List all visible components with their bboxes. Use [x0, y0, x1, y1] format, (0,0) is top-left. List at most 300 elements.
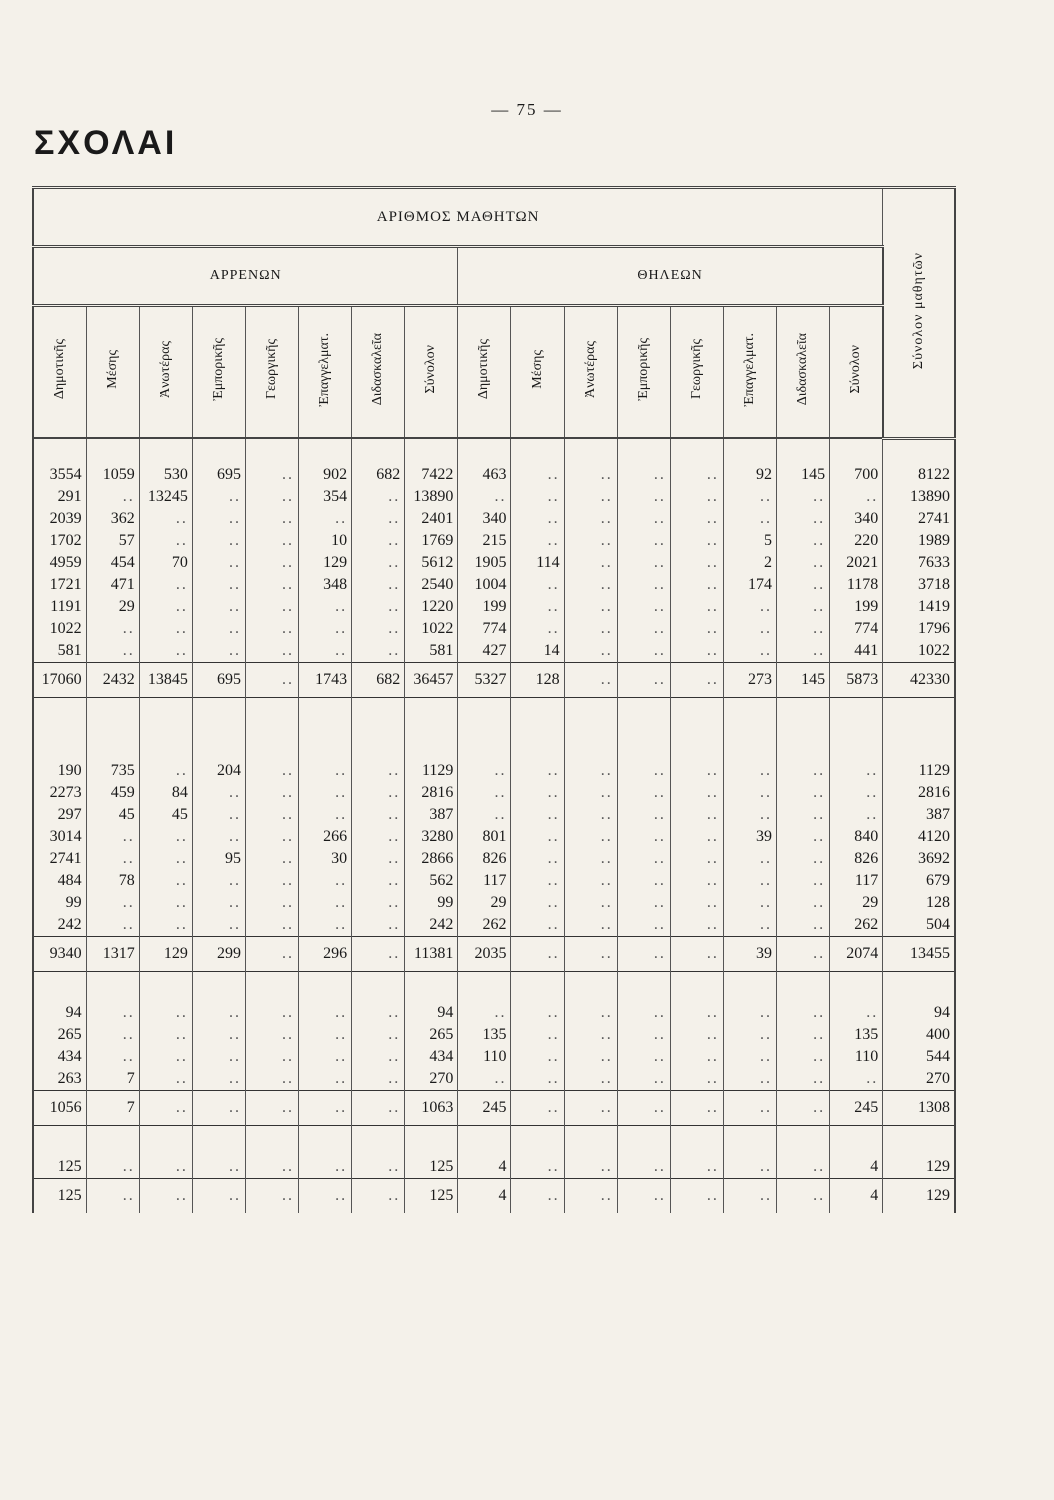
table-cell: ..: [299, 508, 352, 530]
spacer-cell: [352, 1125, 405, 1156]
table-cell: ..: [670, 486, 723, 508]
spacer-cell: [245, 438, 298, 464]
table-cell: 1702: [33, 530, 86, 552]
table-cell: 682: [352, 464, 405, 486]
spacer-cell: [670, 697, 723, 760]
spacer-cell: [245, 697, 298, 760]
spacer-cell: [511, 438, 564, 464]
table-cell: ..: [299, 640, 352, 663]
table-cell: 2021: [830, 552, 883, 574]
spacer-cell: [245, 1125, 298, 1156]
grand-total-cell: 4120: [883, 826, 955, 848]
table-cell: ..: [670, 1068, 723, 1091]
table-cell: 5327: [458, 662, 511, 697]
table-cell: 39: [723, 936, 776, 971]
spacer-cell: [830, 971, 883, 1002]
spacer-cell: [139, 1125, 192, 1156]
table-cell: ..: [139, 1002, 192, 1024]
table-cell: 2866: [405, 848, 458, 870]
spacer-cell: [405, 971, 458, 1002]
spacer-cell: [564, 438, 617, 464]
table-cell: ..: [299, 1090, 352, 1125]
header-main: ΑΡΙΘΜΟΣ ΜΑΘΗΤΩΝ: [33, 188, 883, 247]
table-cell: ..: [617, 936, 670, 971]
table-cell: ..: [564, 892, 617, 914]
table-cell: ..: [192, 826, 245, 848]
table-cell: 826: [830, 848, 883, 870]
table-cell: ..: [670, 640, 723, 663]
spacer-cell: [830, 438, 883, 464]
table-cell: 204: [192, 760, 245, 782]
table-cell: ..: [511, 486, 564, 508]
table-cell: ..: [723, 782, 776, 804]
table-cell: 262: [830, 914, 883, 937]
table-cell: ..: [139, 1024, 192, 1046]
spacer-cell: [245, 971, 298, 1002]
table-cell: ..: [511, 508, 564, 530]
table-cell: ..: [245, 760, 298, 782]
column-header-girls-3: [617, 306, 670, 439]
table-row: [33, 1156, 955, 1179]
table-cell: 459: [86, 782, 139, 804]
spacer-cell: [617, 697, 670, 760]
table-cell: ..: [564, 1046, 617, 1068]
section-title: ΣΧΟΛΑΙ: [34, 124, 178, 162]
spacer-cell: [192, 438, 245, 464]
table-cell: ..: [777, 914, 830, 937]
grand-total-cell: 270: [883, 1068, 955, 1091]
table-cell: ..: [352, 914, 405, 937]
table-cell: ..: [723, 760, 776, 782]
grand-total-cell: 13455: [883, 936, 955, 971]
header-girls: ΘΗΛΕΩΝ: [458, 247, 883, 306]
table-cell: 581: [33, 640, 86, 663]
table-cell: 340: [458, 508, 511, 530]
table-cell: ..: [564, 530, 617, 552]
table-cell: 1059: [86, 464, 139, 486]
table-cell: ..: [511, 530, 564, 552]
spacer-cell: [670, 1125, 723, 1156]
grand-total-cell: 128: [883, 892, 955, 914]
table-cell: ..: [245, 1024, 298, 1046]
table-cell: ..: [777, 804, 830, 826]
table-cell: ..: [777, 826, 830, 848]
table-cell: ..: [352, 1068, 405, 1091]
table-cell: 1063: [405, 1090, 458, 1125]
table-row: [33, 1046, 955, 1068]
table-cell: 57: [86, 530, 139, 552]
table-cell: ..: [352, 760, 405, 782]
table-cell: 2074: [830, 936, 883, 971]
table-cell: ..: [670, 892, 723, 914]
table-cell: 2401: [405, 508, 458, 530]
table-cell: ..: [511, 574, 564, 596]
table-cell: 129: [139, 936, 192, 971]
table-cell: 774: [458, 618, 511, 640]
table-row: [33, 552, 955, 574]
table-cell: 30: [299, 848, 352, 870]
column-header-label: Ἐπαγγελματ.: [317, 332, 333, 407]
spacer-cell: [511, 697, 564, 760]
table-cell: ..: [299, 618, 352, 640]
table-cell: ..: [723, 914, 776, 937]
table-cell: ..: [299, 1068, 352, 1091]
table-cell: ..: [245, 596, 298, 618]
table-cell: ..: [830, 760, 883, 782]
table-cell: ..: [670, 1002, 723, 1024]
table-cell: ..: [511, 1002, 564, 1024]
column-header-label: Δημοτικῆς: [476, 339, 492, 400]
table-header: [33, 188, 955, 439]
table-cell: 92: [723, 464, 776, 486]
table-cell: ..: [299, 804, 352, 826]
table-cell: ..: [299, 596, 352, 618]
table-cell: ..: [723, 618, 776, 640]
table-cell: ..: [564, 552, 617, 574]
table-cell: ..: [617, 914, 670, 937]
table-cell: ..: [723, 640, 776, 663]
table-cell: 125: [33, 1156, 86, 1179]
column-header-girls-1: [511, 306, 564, 439]
table-cell: ..: [617, 1178, 670, 1213]
spacer-cell: [670, 971, 723, 1002]
column-header-label: Σύνολον: [847, 345, 863, 394]
table-cell: ..: [723, 1156, 776, 1179]
table-cell: ..: [245, 848, 298, 870]
table-cell: ..: [299, 1024, 352, 1046]
table-cell: 7422: [405, 464, 458, 486]
table-cell: 78: [86, 870, 139, 892]
table-cell: ..: [352, 1090, 405, 1125]
table-cell: ..: [299, 1178, 352, 1213]
table-row: [33, 464, 955, 486]
table-cell: 273: [723, 662, 776, 697]
table-cell: 1191: [33, 596, 86, 618]
column-header-boys-1: [86, 306, 139, 439]
spacer-cell: [723, 438, 776, 464]
table-row: [33, 596, 955, 618]
table-cell: ..: [139, 826, 192, 848]
spacer-cell: [617, 971, 670, 1002]
spacer-cell: [564, 971, 617, 1002]
table-cell: ..: [670, 1090, 723, 1125]
table-cell: 215: [458, 530, 511, 552]
column-header-boys-7: [405, 306, 458, 439]
table-cell: ..: [192, 640, 245, 663]
table-cell: 4: [830, 1156, 883, 1179]
table-row: [33, 804, 955, 826]
table-cell: ..: [139, 892, 192, 914]
table-cell: ..: [617, 574, 670, 596]
header-grand-total: [883, 188, 955, 439]
table-cell: ..: [192, 1068, 245, 1091]
table-cell: ..: [245, 464, 298, 486]
table-cell: 2273: [33, 782, 86, 804]
table-cell: ..: [670, 464, 723, 486]
table-cell: ..: [617, 596, 670, 618]
grand-total-cell: 544: [883, 1046, 955, 1068]
table-cell: ..: [777, 1002, 830, 1024]
table-cell: 682: [352, 662, 405, 697]
table-cell: 1178: [830, 574, 883, 596]
table-cell: 110: [458, 1046, 511, 1068]
spacer-cell: [33, 1125, 86, 1156]
spacer-cell: [192, 1125, 245, 1156]
table-cell: ..: [139, 870, 192, 892]
spacer-cell: [617, 438, 670, 464]
table-cell: ..: [777, 596, 830, 618]
table-cell: ..: [352, 640, 405, 663]
table-cell: ..: [777, 552, 830, 574]
table-cell: ..: [777, 1178, 830, 1213]
table-cell: ..: [352, 1024, 405, 1046]
table-cell: ..: [511, 870, 564, 892]
table-cell: ..: [777, 530, 830, 552]
table-cell: ..: [86, 640, 139, 663]
table-cell: ..: [617, 1002, 670, 1024]
grand-total-cell: 1129: [883, 760, 955, 782]
grand-total-cell: 13890: [883, 486, 955, 508]
table-cell: 135: [830, 1024, 883, 1046]
table-cell: 94: [33, 1002, 86, 1024]
table-cell: ..: [564, 848, 617, 870]
table-cell: 1004: [458, 574, 511, 596]
table-cell: 99: [405, 892, 458, 914]
table-cell: 340: [830, 508, 883, 530]
table-cell: ..: [617, 848, 670, 870]
spacer-cell: [564, 1125, 617, 1156]
column-header-girls-6: [777, 306, 830, 439]
grand-total-cell: 1419: [883, 596, 955, 618]
spacer-cell: [723, 1125, 776, 1156]
column-header-girls-7: [830, 306, 883, 439]
table-cell: 296: [299, 936, 352, 971]
table-cell: ..: [245, 1002, 298, 1024]
table-row: [33, 1068, 955, 1091]
table-cell: ..: [830, 1002, 883, 1024]
table-cell: 265: [405, 1024, 458, 1046]
table-cell: ..: [192, 486, 245, 508]
column-header-label: Ἐπαγγελματ.: [741, 332, 757, 407]
table-cell: 2: [723, 552, 776, 574]
table-row: [33, 486, 955, 508]
table-cell: ..: [139, 1090, 192, 1125]
table-cell: 484: [33, 870, 86, 892]
table-row: [33, 870, 955, 892]
table-cell: ..: [777, 1024, 830, 1046]
spacer-cell: [777, 697, 830, 760]
table-cell: 110: [830, 1046, 883, 1068]
table-cell: ..: [511, 1046, 564, 1068]
table-cell: ..: [670, 596, 723, 618]
table-cell: 7: [86, 1090, 139, 1125]
table-cell: ..: [777, 870, 830, 892]
table-cell: ..: [670, 1178, 723, 1213]
table-cell: 434: [405, 1046, 458, 1068]
table-cell: 427: [458, 640, 511, 663]
table-cell: ..: [777, 892, 830, 914]
table-cell: ..: [723, 1046, 776, 1068]
table-cell: 695: [192, 662, 245, 697]
table-cell: ..: [86, 486, 139, 508]
table-cell: 354: [299, 486, 352, 508]
spacer-cell: [33, 697, 86, 760]
spacer-cell: [192, 971, 245, 1002]
spacer-cell: [883, 438, 955, 464]
spacer-cell: [33, 438, 86, 464]
table-cell: ..: [86, 1002, 139, 1024]
spacer-cell: [458, 438, 511, 464]
spacer-cell: [299, 971, 352, 1002]
table-cell: ..: [564, 1156, 617, 1179]
table-cell: ..: [458, 760, 511, 782]
table-cell: ..: [617, 486, 670, 508]
table-cell: 94: [405, 1002, 458, 1024]
table-cell: ..: [245, 804, 298, 826]
table-cell: ..: [564, 618, 617, 640]
table-cell: ..: [139, 760, 192, 782]
table-cell: ..: [777, 640, 830, 663]
table-cell: ..: [245, 662, 298, 697]
table-cell: ..: [511, 596, 564, 618]
table-cell: ..: [617, 530, 670, 552]
table-cell: 220: [830, 530, 883, 552]
table-cell: 1721: [33, 574, 86, 596]
table-cell: ..: [511, 1178, 564, 1213]
table-cell: ..: [723, 1024, 776, 1046]
table-top-spacer: [33, 438, 955, 464]
table-cell: 1743: [299, 662, 352, 697]
table-cell: ..: [139, 1068, 192, 1091]
table-cell: 362: [86, 508, 139, 530]
spacer-cell: [86, 1125, 139, 1156]
table-cell: 1220: [405, 596, 458, 618]
table-cell: ..: [617, 782, 670, 804]
table-cell: ..: [830, 486, 883, 508]
table-cell: ..: [617, 892, 670, 914]
grand-total-cell: 504: [883, 914, 955, 937]
table-cell: 135: [458, 1024, 511, 1046]
table-cell: ..: [777, 760, 830, 782]
spacer-cell: [405, 1125, 458, 1156]
table-cell: ..: [139, 1178, 192, 1213]
table-cell: 125: [405, 1178, 458, 1213]
table-cell: 387: [405, 804, 458, 826]
table-cell: 36457: [405, 662, 458, 697]
column-header-label: Ἀνωτέρας: [157, 340, 173, 399]
table-cell: ..: [670, 804, 723, 826]
table-cell: ..: [192, 1090, 245, 1125]
table-cell: ..: [139, 1156, 192, 1179]
table-cell: ..: [564, 640, 617, 663]
table-row: [33, 892, 955, 914]
column-header-boys-2: [139, 306, 192, 439]
table-cell: ..: [458, 486, 511, 508]
table-cell: ..: [352, 486, 405, 508]
table-cell: ..: [617, 1068, 670, 1091]
spacer-cell: [139, 971, 192, 1002]
table-cell: ..: [245, 1156, 298, 1179]
table-cell: 95: [192, 848, 245, 870]
table-cell: ..: [192, 530, 245, 552]
table-cell: 4: [458, 1156, 511, 1179]
table-cell: ..: [352, 574, 405, 596]
table-cell: ..: [564, 914, 617, 937]
table-cell: ..: [192, 1178, 245, 1213]
grand-total-cell: 3718: [883, 574, 955, 596]
page-number: — 75 —: [491, 100, 563, 119]
table-cell: 117: [458, 870, 511, 892]
spacer-cell: [139, 697, 192, 760]
column-header-row: [33, 306, 955, 439]
table-cell: ..: [723, 870, 776, 892]
column-header-label: Διδασκαλεῖα: [370, 333, 386, 406]
table-cell: ..: [511, 464, 564, 486]
column-header-label: Σύνολον: [423, 345, 439, 394]
table-cell: 245: [458, 1090, 511, 1125]
grand-total-cell: 400: [883, 1024, 955, 1046]
spacer-cell: [564, 697, 617, 760]
table-cell: ..: [830, 1068, 883, 1091]
table-row: [33, 1002, 955, 1024]
table-cell: 45: [86, 804, 139, 826]
table-cell: ..: [511, 826, 564, 848]
table-cell: ..: [299, 870, 352, 892]
table-cell: ..: [299, 760, 352, 782]
table-cell: ..: [564, 936, 617, 971]
spacer-cell: [299, 438, 352, 464]
table-cell: 562: [405, 870, 458, 892]
table-cell: ..: [617, 1024, 670, 1046]
table-cell: ..: [86, 826, 139, 848]
table-cell: ..: [670, 870, 723, 892]
table-cell: ..: [299, 1156, 352, 1179]
spacer-cell: [511, 1125, 564, 1156]
table-cell: ..: [777, 1156, 830, 1179]
table-cell: ..: [192, 1024, 245, 1046]
group-separator: [33, 1125, 955, 1156]
table-cell: 199: [458, 596, 511, 618]
table-cell: ..: [511, 1090, 564, 1125]
spacer-cell: [458, 697, 511, 760]
spacer-cell: [86, 438, 139, 464]
table-row: [33, 1024, 955, 1046]
table-cell: ..: [352, 1156, 405, 1179]
table-cell: ..: [777, 508, 830, 530]
table-cell: ..: [192, 914, 245, 937]
table-cell: ..: [511, 1156, 564, 1179]
table-cell: ..: [670, 530, 723, 552]
table-cell: ..: [86, 914, 139, 937]
table-cell: ..: [352, 1178, 405, 1213]
table-cell: 45: [139, 804, 192, 826]
table-cell: 99: [33, 892, 86, 914]
table-cell: ..: [245, 574, 298, 596]
table-cell: ..: [511, 848, 564, 870]
spacer-cell: [139, 438, 192, 464]
grand-total-cell: 1022: [883, 640, 955, 663]
spacer-cell: [511, 971, 564, 1002]
table-cell: ..: [617, 1090, 670, 1125]
table-cell: ..: [245, 1090, 298, 1125]
table-cell: ..: [777, 618, 830, 640]
table-cell: ..: [352, 848, 405, 870]
table-cell: ..: [192, 574, 245, 596]
column-header-girls-0: [458, 306, 511, 439]
table-cell: 125: [33, 1178, 86, 1213]
table-cell: 190: [33, 760, 86, 782]
table-cell: ..: [511, 804, 564, 826]
